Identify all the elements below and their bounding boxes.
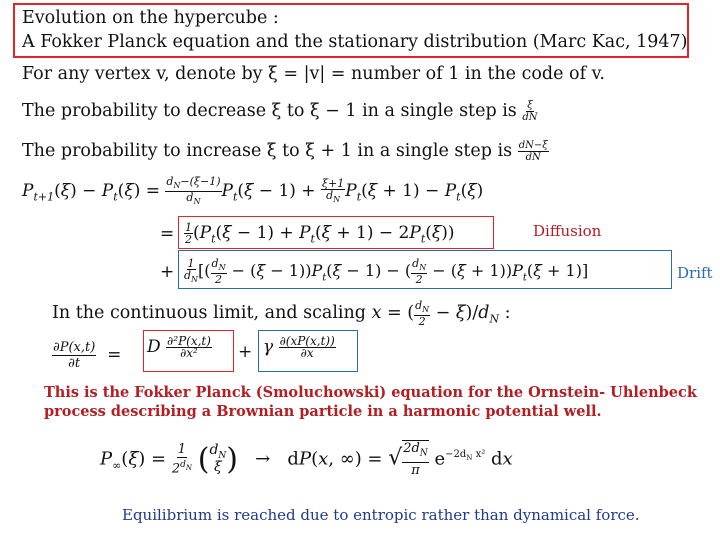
drift-label: Drift [677,264,713,282]
increase-numerator: dN−ξ [518,140,548,151]
drift-term: $\frac{1}{d_N}$ [( $\frac{d_N}{2}$ − $(\xi - 1))P_t(\xi - 1)$ − ( $\frac{d_N}{2}$ − $(\xi + 1))P_t(\xi + 1)$] [184,257,589,287]
decrease-denominator: dN [522,112,538,123]
drift-plus: + [160,262,175,282]
increase-denominator: dN [525,152,541,163]
fp-drift-term: γ $\frac{\partial(xP(x,t))}{\partial x}$ [263,334,335,360]
vertex-definition: For any vertex v, denote by ξ = |v| = number of 1 in the code of v. [22,64,605,84]
increase-fraction [518,140,549,163]
increase-probability [22,140,549,163]
fp-plus: + [238,342,253,362]
diffusion-equals: = [160,224,175,244]
fokker-planck-lhs: $\frac{\partial P(x,t)}{\partial t}$ = [53,340,122,371]
fokker-planck-note: This is the Fokker Planck (Smoluchowski) equation for the Ornstein- Uhlenbeck process describing a Brownian particle in a harmonic potential well. [44,384,697,420]
fp-diffusion-term: D $\frac{\text{∂²P(x,t)}}{\text{∂x²}}$ [147,334,211,360]
increase-text: The probability to increase ξ to ξ + 1 in a single step is [22,141,513,161]
decrease-fraction [522,100,537,123]
stationary-distribution: $P_\infty(\xi)$ = $\frac{1}{2^{d_N}}$ ( $d_N$ ξ ) → dP(x, ∞) = √ $\frac{2d_N}{\pi}$ $e^{-2d_N x^2}$ dx [100,441,513,478]
decrease-probability [22,100,538,123]
decrease-numerator: ξ [527,100,533,111]
diffusion-term: $\frac{1}{2}$ $(P_t(\xi - 1) + P_t(\xi + 1) - 2P_t(\xi))$ [185,221,455,246]
equilibrium-note: Equilibrium is reached due to entropic rather than dynamical force. [122,506,640,524]
continuum-limit: In the continuous limit, and scaling x = ( $\frac{d_N}{2}$ − $\xi)/d_N$ : [52,299,511,329]
decrease-text: The probability to decrease ξ to ξ − 1 in a single step is [22,101,517,121]
slide-title [22,6,688,54]
title-line-2: A Fokker Planck equation and the stationary distribution (Marc Kac, 1947) [22,32,688,52]
diffusion-label: Diffusion [533,222,602,240]
title-line-1: Evolution on the hypercube : [22,8,279,28]
master-equation: $P_{t+1}(\xi) - P_t(\xi)$ = $\frac{d_N-(\xi-1)}{d_N}$ $P_t(\xi - 1)$ + $\frac{\xi+1}{d_N}$ $P_t(\xi + 1) - P_t(\xi)$ [22,175,484,207]
